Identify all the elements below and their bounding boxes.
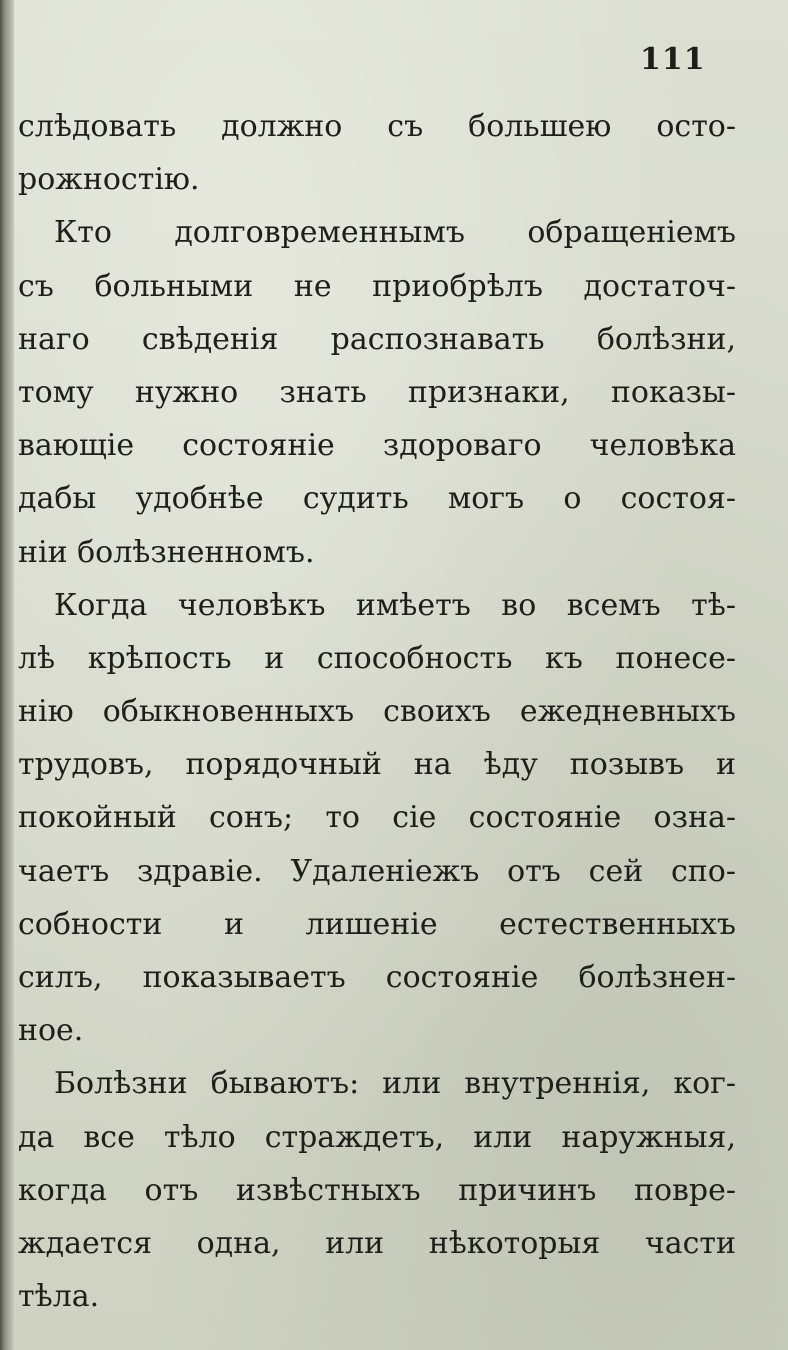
text-line: трудовъ, порядочный на ѣду позывъ и — [18, 747, 736, 783]
text-line: чаетъ здравіе. Удаленіежъ отъ сей спо- — [18, 853, 736, 889]
text-line: да все тѣло страждетъ, или наружныя, — [18, 1119, 736, 1155]
text-line: тѣла. — [18, 1279, 100, 1315]
text-line: Когда человѣкъ имѣетъ во всемъ тѣ- — [54, 587, 736, 623]
text-line: дабы удобнѣе судить могъ о состоя- — [18, 481, 736, 517]
text-line: собности и лишеніе естественныхъ — [18, 906, 736, 942]
page-number: 111 — [640, 42, 706, 77]
text-line: наго свѣденія распознавать болѣзни, — [18, 321, 736, 357]
body-text — [18, 100, 736, 1323]
text-line: лѣ крѣпость и способность къ понесе- — [18, 640, 736, 676]
text-line: рожностію. — [18, 162, 200, 198]
text-line: тому нужно знать признаки, показы- — [18, 374, 736, 410]
text-line: когда отъ извѣстныхъ причинъ повре- — [18, 1172, 736, 1208]
text-line: съ больными не приобрѣлъ достаточ- — [18, 268, 736, 304]
paragraph-3 — [18, 579, 736, 1058]
text-line: слѣдовать должно съ большею осто- — [18, 109, 736, 144]
text-line: ніи болѣзненномъ. — [18, 534, 315, 570]
text-line: ждается одна, или нѣкоторыя части — [18, 1225, 736, 1261]
paragraph-1 — [18, 100, 736, 206]
text-line: Кто долговременнымъ обращеніемъ — [54, 215, 736, 251]
text-line: покойный сонъ; то сіе состояніе озна- — [18, 800, 736, 836]
paragraph-4 — [18, 1057, 736, 1323]
text-line: ное. — [18, 1013, 84, 1049]
text-line: силъ, показываетъ состояніе болѣзнен- — [18, 960, 736, 995]
paragraph-2 — [18, 206, 736, 578]
text-line: нію обыкновенныхъ своихъ ежедневныхъ — [18, 694, 736, 730]
text-line: Болѣзни бываютъ: или внутреннія, ког- — [54, 1066, 736, 1102]
text-line: вающіе состояніе здороваго человѣка — [18, 428, 736, 464]
page-gutter-shadow — [0, 0, 14, 1350]
